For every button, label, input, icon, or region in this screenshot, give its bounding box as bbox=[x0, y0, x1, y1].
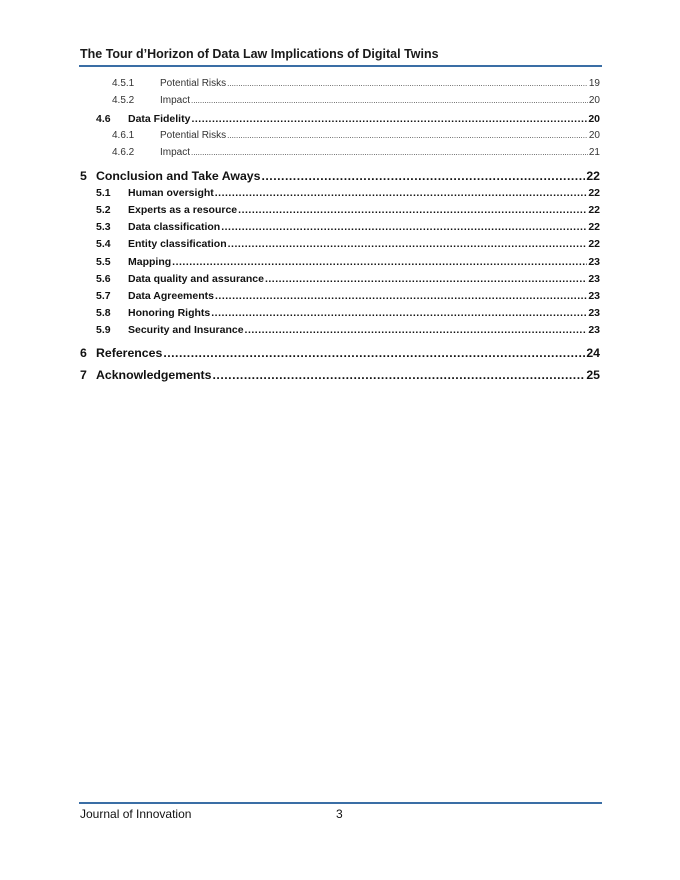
toc-entry-title[interactable]: Potential Risks bbox=[160, 129, 227, 141]
toc-entry[interactable] bbox=[80, 238, 600, 255]
toc-entry-page: 23 bbox=[588, 272, 600, 285]
toc-entry-page: 22 bbox=[588, 221, 600, 234]
toc-entry-number: 6 bbox=[80, 345, 87, 360]
toc-entry[interactable] bbox=[80, 113, 600, 130]
toc-entry-number: 4.6.2 bbox=[112, 147, 135, 159]
toc-entry-title[interactable]: Data quality and assurance bbox=[128, 272, 264, 285]
toc-entry[interactable] bbox=[80, 204, 600, 221]
toc-entry[interactable] bbox=[80, 95, 600, 112]
toc-dot-leader bbox=[227, 130, 588, 141]
toc-entry[interactable] bbox=[80, 324, 600, 341]
toc-entry-page: 22 bbox=[588, 186, 600, 199]
toc-entry-number: 5.6 bbox=[96, 272, 111, 285]
toc-entry[interactable] bbox=[80, 130, 600, 147]
toc-entry-number: 5 bbox=[80, 168, 87, 183]
toc-entry[interactable] bbox=[80, 290, 600, 307]
toc-dot-leader bbox=[163, 346, 585, 360]
toc-entry-number: 5.3 bbox=[96, 221, 111, 234]
toc-entry-title[interactable]: Conclusion and Take Aways bbox=[96, 168, 261, 183]
toc-entry-number: 4.6 bbox=[96, 112, 111, 125]
toc-entry[interactable] bbox=[80, 256, 600, 273]
toc-entry-number: 4.6.1 bbox=[112, 129, 135, 141]
toc-dot-leader bbox=[215, 290, 587, 302]
footer-journal-name: Journal of Innovation bbox=[80, 807, 192, 821]
toc-entry-page: 20 bbox=[588, 129, 600, 141]
toc-entry[interactable] bbox=[80, 78, 600, 95]
toc-dot-leader bbox=[221, 221, 587, 233]
running-header-title: The Tour d’Horizon of Data Law Implications of Digital Twins bbox=[80, 47, 439, 61]
toc-entry-page: 20 bbox=[588, 112, 600, 125]
toc-dot-leader bbox=[245, 324, 588, 336]
toc-entry-title[interactable]: Data classification bbox=[128, 221, 221, 234]
toc-entry[interactable] bbox=[80, 221, 600, 238]
toc-entry-page: 23 bbox=[588, 307, 600, 320]
toc-entry-title[interactable]: References bbox=[96, 345, 163, 360]
toc-entry-page: 23 bbox=[588, 324, 600, 337]
footer-rule bbox=[79, 802, 602, 804]
toc-entry[interactable] bbox=[80, 364, 600, 387]
toc-dot-leader bbox=[191, 113, 587, 125]
toc-entry-title[interactable]: Potential Risks bbox=[160, 78, 227, 89]
toc-entry-page: 22 bbox=[588, 204, 600, 217]
toc-entry-page: 23 bbox=[588, 255, 600, 268]
toc-entry-number: 5.7 bbox=[96, 290, 111, 302]
toc-entry[interactable] bbox=[80, 147, 600, 164]
toc-dot-leader bbox=[212, 368, 585, 382]
toc-entry-title[interactable]: Experts as a resource bbox=[128, 204, 238, 217]
toc-entry-number: 5.1 bbox=[96, 186, 111, 199]
header-rule bbox=[79, 65, 602, 67]
toc-entry-title[interactable]: Impact bbox=[160, 147, 191, 159]
toc-entry[interactable] bbox=[80, 307, 600, 324]
toc-entry-title[interactable]: Data Agreements bbox=[128, 290, 214, 302]
toc-dot-leader bbox=[238, 204, 587, 216]
toc-entry-number: 5.5 bbox=[96, 255, 111, 268]
toc-entry-page: 22 bbox=[586, 168, 600, 183]
toc-entry-title[interactable]: Human oversight bbox=[128, 186, 214, 199]
toc-entry-number: 5.8 bbox=[96, 307, 111, 320]
toc-dot-leader bbox=[211, 307, 587, 319]
toc-entry-title[interactable]: Data Fidelity bbox=[128, 112, 191, 125]
table-of-contents bbox=[80, 78, 600, 387]
toc-entry-title[interactable]: Mapping bbox=[128, 255, 172, 268]
toc-entry[interactable] bbox=[80, 164, 600, 187]
toc-entry-number: 5.9 bbox=[96, 324, 111, 337]
toc-entry-title[interactable]: Security and Insurance bbox=[128, 324, 244, 337]
toc-entry-number: 4.5.2 bbox=[112, 95, 135, 107]
toc-dot-leader bbox=[228, 238, 588, 250]
toc-entry-number: 5.4 bbox=[96, 238, 111, 251]
toc-entry[interactable] bbox=[80, 342, 600, 365]
toc-entry[interactable] bbox=[80, 187, 600, 204]
toc-entry[interactable] bbox=[80, 273, 600, 290]
toc-entry-page: 19 bbox=[588, 78, 600, 89]
toc-entry-number: 7 bbox=[80, 368, 87, 383]
toc-dot-leader bbox=[191, 95, 588, 106]
toc-dot-leader bbox=[215, 187, 588, 199]
toc-entry-page: 22 bbox=[588, 238, 600, 251]
toc-entry-page: 24 bbox=[586, 345, 600, 360]
toc-entry-page: 23 bbox=[588, 290, 600, 302]
toc-dot-leader bbox=[172, 256, 587, 268]
toc-entry-title[interactable]: Entity classification bbox=[128, 238, 227, 251]
footer-page-number: 3 bbox=[336, 807, 343, 821]
toc-entry-title[interactable]: Acknowledgements bbox=[96, 368, 212, 383]
toc-dot-leader bbox=[227, 78, 588, 89]
toc-entry-number: 4.5.1 bbox=[112, 78, 135, 89]
toc-entry-title[interactable]: Impact bbox=[160, 95, 191, 107]
toc-dot-leader bbox=[265, 273, 587, 285]
toc-entry-page: 21 bbox=[588, 147, 600, 159]
toc-entry-page: 20 bbox=[588, 95, 600, 107]
toc-dot-leader bbox=[191, 147, 588, 158]
toc-dot-leader bbox=[261, 169, 585, 183]
toc-entry-number: 5.2 bbox=[96, 204, 111, 217]
toc-entry-page: 25 bbox=[586, 368, 600, 383]
toc-entry-title[interactable]: Honoring Rights bbox=[128, 307, 211, 320]
